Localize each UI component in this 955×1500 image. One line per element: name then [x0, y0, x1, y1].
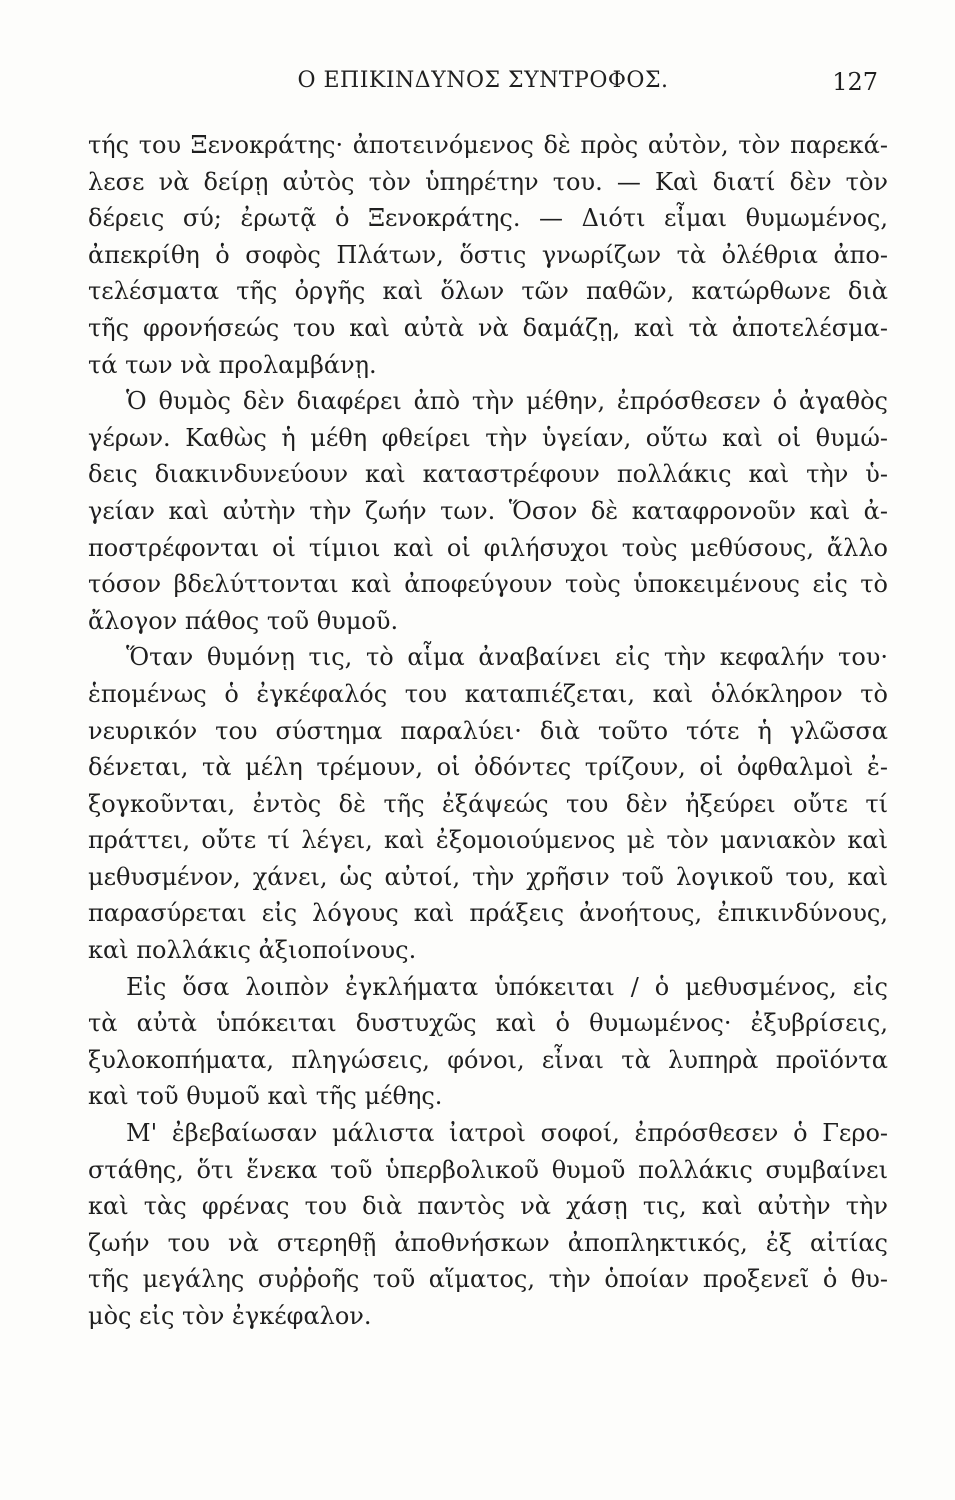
page-header: [88, 68, 878, 108]
text-line: ἀπεκρίθη ὁ σοφὸς Πλάτων, ὅστις γνωρίζων τὰ ὀλέθρια ἀπο-: [88, 240, 888, 269]
text-line: ξογκοῦνται, ἐντὸς δὲ τῆς ἐξάψεώς του δὲν ἠξεύρει οὔτε τί: [88, 789, 888, 818]
running-title: Ο ΕΠΙΚΙΝΔΥΝΟΣ ΣΥΝΤΡΟΦΟΣ.: [297, 68, 669, 93]
text-line: λεσε νὰ δείρῃ αὐτὸς τὸν ὑπηρέτην του. — Καὶ διατί δὲν τὸν: [88, 167, 888, 196]
text-line: παρασύρεται εἰς λόγους καὶ πράξεις ἀνοήτους, ἐπικινδύνους,: [88, 899, 888, 928]
text-line: καὶ τὰς φρένας του διὰ παντὸς νὰ χάσῃ τις, καὶ αὐτὴν τὴν: [88, 1192, 888, 1221]
text-line: τῆς φρονήσεώς του καὶ αὐτὰ νὰ δαμάζῃ, καὶ τὰ ἀποτελέσμα-: [88, 313, 888, 342]
text-line: καὶ πολλάκις ἀξιοποίνους.: [88, 936, 417, 965]
text-line: τά των νὰ προλαμβάνῃ.: [88, 350, 377, 379]
text-line: τῆς μεγάλης συῤῥοῆς τοῦ αἵματος, τὴν ὁποίαν προξενεῖ ὁ θυ-: [88, 1265, 888, 1294]
text-line: στάθης, ὅτι ἕνεκα τοῦ ὑπερβολικοῦ θυμοῦ πολλάκις συμβαίνει: [88, 1155, 888, 1184]
text-line: πράττει, οὔτε τί λέγει, καὶ ἐξομοιούμενος μὲ τὸν μανιακὸν καὶ: [88, 826, 888, 855]
text-line: ζωήν του νὰ στερηθῇ ἀποθνήσκων ἀποπληκτικός, ἐξ αἰτίας: [88, 1228, 888, 1257]
text-line: δεις διακινδυνεύουν καὶ καταστρέφουν πολλάκις καὶ τὴν ὑ-: [88, 460, 888, 489]
text-line: μὸς εἰς τὸν ἐγκέφαλον.: [88, 1302, 372, 1330]
text-line: ἑπομένως ὁ ἐγκέφαλός του καταπιέζεται, καὶ ὁλόκληρον τὸ: [88, 679, 888, 708]
text-line: καὶ τοῦ θυμοῦ καὶ τῆς μέθης.: [88, 1082, 443, 1111]
body-text: [88, 127, 888, 1335]
text-line: Μ' ἐβεβαίωσαν μάλιστα ἰατροὶ σοφοί, ἐπρόσθεσεν ὁ Γερο-: [126, 1119, 888, 1148]
text-line: ποστρέφονται οἱ τίμιοι καὶ οἱ φιλήσυχοι τοὺς μεθύσους, ἄλλο: [88, 533, 888, 562]
text-line: Εἰς ὅσα λοιπὸν ἐγκλήματα ὑπόκειται / ὁ μεθυσμένος, εἰς: [126, 972, 888, 1001]
text-line: τελέσματα τῆς ὀργῆς καὶ ὅλων τῶν παθῶν, κατώρθωνε διὰ: [88, 277, 888, 306]
text-line: τόσον βδελύττονται καὶ ἀποφεύγουν τοὺς ὑποκειμένους εἰς τὸ: [88, 570, 888, 599]
text-line: γέρων. Καθὼς ἡ μέθη φθείρει τὴν ὑγείαν, οὕτω καὶ οἱ θυμώ-: [88, 423, 888, 452]
text-line: Ὅταν θυμόνῃ τις, τὸ αἷμα ἀναβαίνει εἰς τὴν κεφαλήν του·: [126, 643, 888, 672]
text-line: δένεται, τὰ μέλη τρέμουν, οἱ ὀδόντες τρίζουν, οἱ ὀφθαλμοὶ ἐ-: [88, 753, 888, 782]
text-line: ἄλογον πάθος τοῦ θυμοῦ.: [88, 606, 399, 635]
text-line: τής του Ξενοκράτης· ἀποτεινόμενος δὲ πρὸς αὐτὸν, τὸν παρεκά-: [88, 131, 888, 159]
page-number: 127: [832, 68, 878, 96]
text-line: μεθυσμένον, χάνει, ὡς αὐτοί, τὴν χρῆσιν τοῦ λογικοῦ του, καὶ: [88, 862, 888, 891]
text-line: νευρικόν του σύστημα παραλύει· διὰ τοῦτο τότε ἡ γλῶσσα: [88, 716, 888, 745]
text-line: τὰ αὐτὰ ὑπόκειται δυστυχῶς καὶ ὁ θυμωμένος· ἐξυβρίσεις,: [88, 1009, 888, 1038]
text-line: ξυλοκοπήματα, πληγώσεις, φόνοι, εἶναι τὰ λυπηρὰ προϊόντα: [88, 1045, 888, 1074]
text-line: γείαν καὶ αὐτὴν τὴν ζωήν των. Ὅσον δὲ καταφρονοῦν καὶ ἀ-: [88, 496, 888, 525]
text-line: Ὁ θυμὸς δὲν διαφέρει ἀπὸ τὴν μέθην, ἐπρόσθεσεν ὁ ἀγαθὸς: [126, 387, 888, 416]
text-line: δέρεις σύ; ἐρωτᾷ ὁ Ξενοκράτης. — Διότι εἶμαι θυμωμένος,: [88, 204, 888, 233]
